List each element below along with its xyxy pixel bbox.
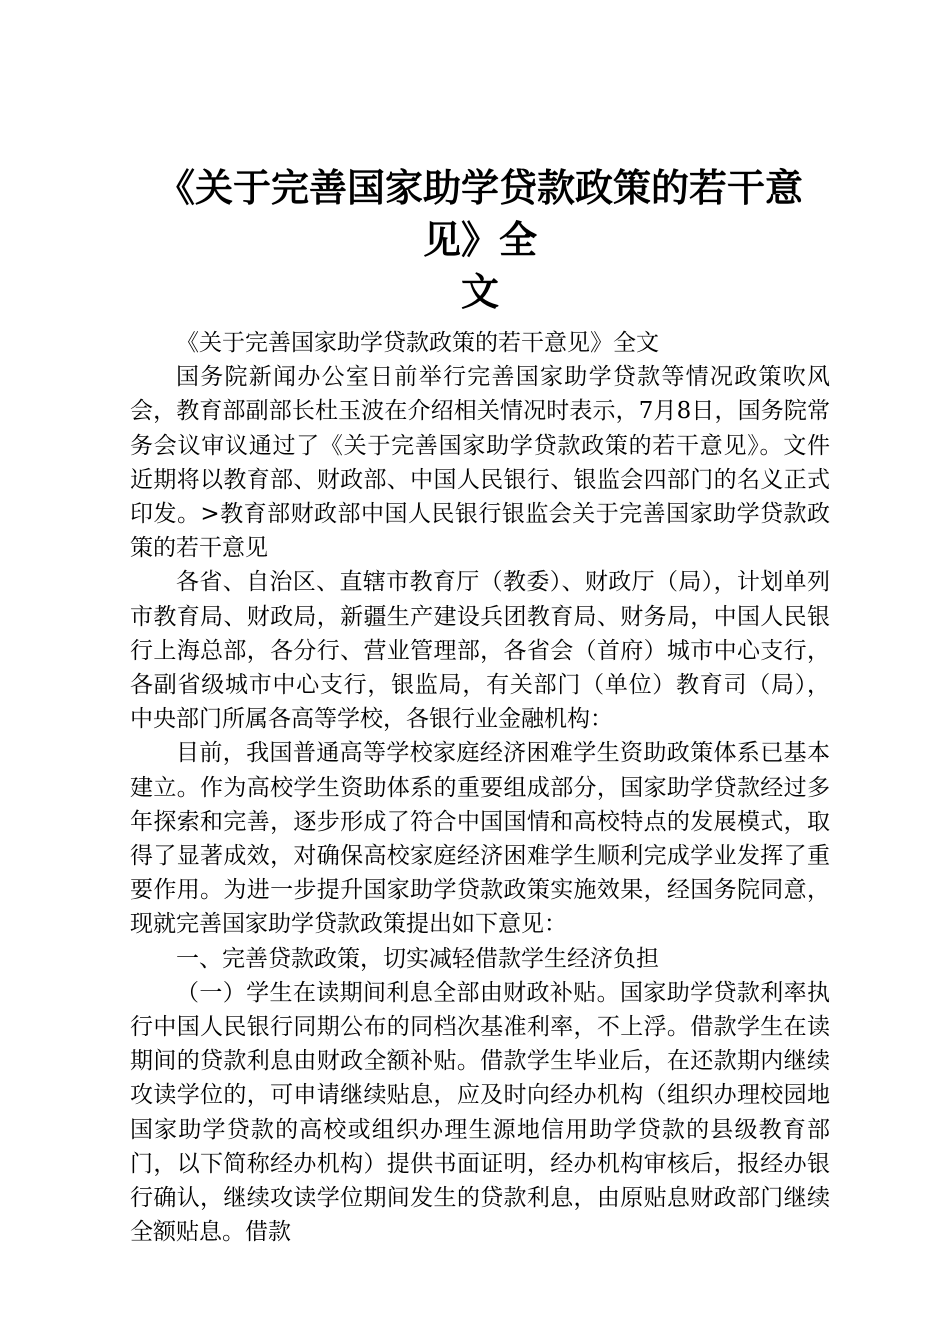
paragraph-background: 目前，我国普通高等学校家庭经济困难学生资助政策体系已基本建立。作为高校学生资助体系的重要组成部分，国家助学贷款经过多年探索和完善，逐步形成了符合中国国情和高校特点的发展模式，取得了显著成效，对确保高校家庭经济困难学生顺利完成学业发挥了重要作用。为进一步提升国家助学贷款政策实施效果，经国务院同意，现就完善国家助学贷款政策提出如下意见： bbox=[130, 740, 830, 938]
document-title-line2: 文 bbox=[460, 270, 499, 314]
document-title bbox=[130, 162, 830, 318]
document-title-line1: 《关于完善国家助学贷款政策的若干意见》全 bbox=[156, 166, 803, 262]
paragraph-heading-repeat: 《关于完善国家助学贷款政策的若干意见》全文 bbox=[176, 330, 659, 356]
document-body bbox=[130, 326, 830, 1249]
document-page bbox=[130, 162, 830, 1249]
paragraph-intro: 国务院新闻办公室日前举行完善国家助学贷款等情况政策吹风会，教育部副部长杜玉波在介绍相关情况时表示，7月8日，国务院常务会议审议通过了《关于完善国家助学贷款政策的若干意见》。文件近期将以教育部、财政部、中国人民银行、银监会四部门的名义正式印发。>教育部财政部中国人民银行银监会关于完善国家助学贷款政策的若干意见 bbox=[130, 364, 830, 562]
paragraph-addressees: 各省、自治区、直辖市教育厅（教委）、财政厅（局），计划单列市教育局、财政局，新疆生产建设兵团教育局、财务局，中国人民银行上海总部，各分行、营业管理部，各省会（首府）城市中心支行，各副省级城市中心支行，银监局，有关部门（单位）教育司（局），中央部门所属各高等学校，各银行业金融机构： bbox=[130, 569, 830, 733]
section-heading-1: 一、完善贷款政策，切实减轻借款学生经济负担 bbox=[176, 945, 659, 972]
paragraph-item-1: （一）学生在读期间利息全部由财政补贴。国家助学贷款利率执行中国人民银行同期公布的同档次基准利率，不上浮。借款学生在读期间的贷款利息由财政全额补贴。借款学生毕业后，在还款期内继续攻读学位的，可申请继续贴息，应及时向经办机构（组织办理校园地国家助学贷款的高校或组织办理生源地信用助学贷款的县级教育部门，以下简称经办机构）提供书面证明，经办机构审核后，报经办银行确认，继续攻读学位期间发生的贷款利息，由原贴息财政部门继续全额贴息。借款 bbox=[130, 979, 830, 1246]
